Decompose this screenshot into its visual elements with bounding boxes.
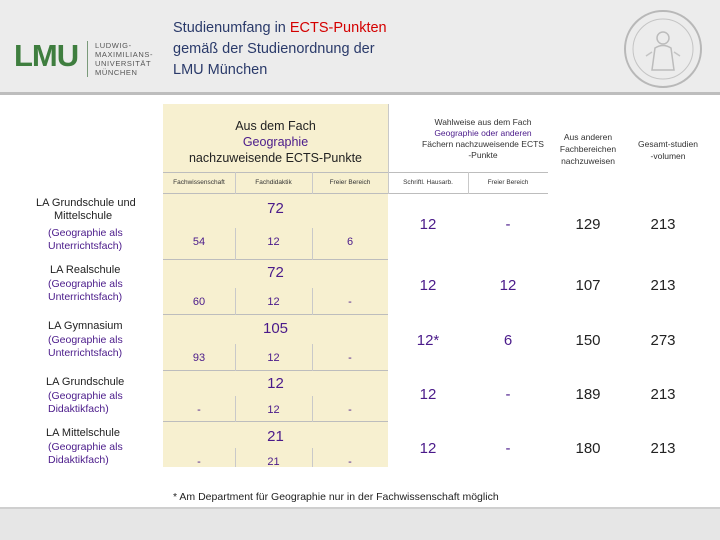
header-divider — [0, 92, 720, 95]
row-frei2: - — [505, 440, 511, 457]
subheader-fachdid: Fachdidaktik — [255, 179, 292, 186]
row-label — [50, 264, 120, 277]
row-schriftl: 12 — [419, 440, 437, 457]
row-sublabel-line: (Geographie als — [48, 278, 123, 290]
row-sublabel-line: Unterrichtsfach) — [48, 347, 123, 359]
row-fachwiss: 93 — [192, 352, 206, 364]
subheader-frei1: Freier Bereich — [329, 179, 371, 186]
row-schriftl: 12 — [419, 216, 437, 233]
column-divider — [235, 396, 236, 422]
row-total: 12 — [267, 375, 284, 392]
row-label — [46, 427, 120, 440]
row-total: 105 — [262, 320, 289, 337]
column-divider — [312, 396, 313, 422]
gesamt-line: Gesamt-studien — [638, 139, 698, 149]
title-line3: LMU München — [173, 62, 268, 78]
footer-divider — [0, 507, 720, 509]
subheader-bottom-border — [163, 193, 548, 194]
row-frei2: 6 — [503, 332, 513, 349]
row-frei: - — [348, 456, 352, 468]
row-frei2: 12 — [499, 277, 517, 294]
title-highlight: ECTS-Punkten — [289, 20, 387, 36]
row-label — [48, 320, 123, 333]
wahlweise-line: Fächern nachzuweisende ECTS — [422, 139, 544, 149]
column-divider — [312, 288, 313, 315]
row-label-line: LA Grundschule und — [36, 197, 136, 209]
row-total: 72 — [267, 264, 284, 281]
row-andere: 129 — [575, 216, 601, 233]
row-fachdid: 12 — [267, 352, 280, 364]
group-header-line: Geographie — [242, 135, 309, 149]
gesamt-header — [628, 138, 708, 162]
row-label-line: LA Mittelschule — [46, 427, 120, 439]
subheader-fachwiss: Fachwissenschaft — [173, 179, 225, 186]
group-header-line: Aus dem Fach — [235, 119, 316, 133]
row-sublabel — [48, 278, 123, 304]
wahlweise-line: Wahlweise aus dem Fach — [434, 117, 532, 127]
row-fachwiss: - — [197, 456, 201, 468]
row-frei: 6 — [346, 236, 354, 248]
subheader-frei2: Freier Bereich — [487, 179, 529, 186]
row-label-line: LA Realschule — [50, 264, 121, 276]
logo-subtitle — [95, 41, 153, 77]
row-sublabel-line: (Geographie als — [48, 441, 123, 453]
column-divider — [235, 288, 236, 315]
title-line2: gemäß der Studienordnung der — [173, 41, 375, 57]
row-sublabel — [48, 334, 123, 360]
page-title — [173, 18, 387, 81]
row-fachdid: 12 — [267, 236, 280, 248]
row-sublabel-line: (Geographie als — [48, 227, 123, 239]
logo-text: LMU — [14, 38, 79, 73]
logo-sub-line: MAXIMILIANS- — [95, 50, 154, 59]
subheader-schriftl: Schriftl. Hausarb. — [403, 179, 453, 186]
row-andere: 189 — [575, 386, 601, 403]
subheader-top-border — [163, 172, 548, 173]
row-total: 21 — [267, 428, 284, 445]
row-label — [46, 376, 124, 389]
logo-separator — [87, 41, 88, 77]
row-label-line: Mittelschule — [54, 210, 113, 222]
row-sublabel-line: Unterrichtsfach) — [48, 291, 123, 303]
column-divider — [235, 448, 236, 467]
university-seal-icon — [622, 8, 704, 90]
gesamt-line: -volumen — [650, 151, 686, 161]
row-label-line: LA Grundschule — [46, 376, 125, 388]
row-divider — [163, 314, 388, 315]
row-gesamt: 213 — [650, 216, 676, 233]
logo-sub-line: LUDWIG- — [95, 41, 132, 50]
andere-line: Fachbereichen — [559, 144, 617, 154]
row-label — [36, 197, 136, 223]
row-sublabel — [48, 227, 123, 253]
row-sublabel — [48, 441, 123, 467]
lmu-logo — [14, 38, 164, 82]
row-schriftl: 12 — [419, 386, 437, 403]
column-divider — [235, 228, 236, 260]
row-sublabel-line: Didaktikfach) — [48, 454, 109, 466]
row-divider — [163, 370, 388, 371]
group-header-line: nachzuweisende ECTS-Punkte — [188, 151, 362, 165]
row-fachdid: 21 — [267, 456, 280, 468]
logo-sub-line: UNIVERSITÄT — [95, 59, 152, 68]
wahlweise-header — [393, 117, 573, 161]
row-fachwiss: 54 — [192, 236, 206, 248]
row-divider — [163, 421, 388, 422]
row-fachdid: 12 — [267, 404, 280, 416]
row-frei: - — [348, 296, 352, 308]
footer-bar — [0, 507, 720, 540]
row-frei2: - — [505, 386, 511, 403]
row-gesamt: 213 — [650, 386, 676, 403]
row-frei: - — [348, 352, 352, 364]
wahlweise-line: Geographie oder anderen — [434, 128, 532, 138]
row-fachwiss: 60 — [192, 296, 206, 308]
row-fachwiss: - — [197, 404, 201, 416]
group-header — [163, 118, 388, 166]
row-sublabel-line: Unterrichtsfach) — [48, 240, 123, 252]
row-gesamt: 213 — [650, 277, 676, 294]
row-andere: 150 — [575, 332, 601, 349]
row-total: 72 — [267, 200, 284, 217]
row-gesamt: 273 — [650, 332, 676, 349]
footnote: * Am Department für Geographie nur in der Fachwissenschaft möglich — [173, 491, 499, 503]
row-fachdid: 12 — [267, 296, 280, 308]
row-sublabel — [48, 390, 123, 416]
row-schriftl: 12 — [419, 277, 437, 294]
title-line1: Studienumfang in — [173, 20, 290, 36]
andere-header — [548, 131, 628, 167]
row-sublabel-line: (Geographie als — [48, 390, 123, 402]
row-frei2: - — [505, 216, 511, 233]
column-divider — [312, 344, 313, 371]
logo-sub-line: MÜNCHEN — [95, 68, 138, 77]
row-divider — [163, 259, 388, 260]
andere-line: Aus anderen — [563, 132, 613, 142]
row-andere: 107 — [575, 277, 601, 294]
row-sublabel-line: Didaktikfach) — [48, 403, 109, 415]
wahlweise-line: -Punkte — [468, 150, 498, 160]
row-frei: - — [348, 404, 352, 416]
column-divider — [312, 228, 313, 260]
row-andere: 180 — [575, 440, 601, 457]
column-divider — [235, 344, 236, 371]
row-sublabel-line: (Geographie als — [48, 334, 123, 346]
row-schriftl: 12* — [416, 332, 440, 349]
row-gesamt: 213 — [650, 440, 676, 457]
column-divider — [312, 448, 313, 467]
row-label-line: LA Gymnasium — [48, 320, 123, 332]
andere-line: nachzuweisen — [561, 156, 615, 166]
